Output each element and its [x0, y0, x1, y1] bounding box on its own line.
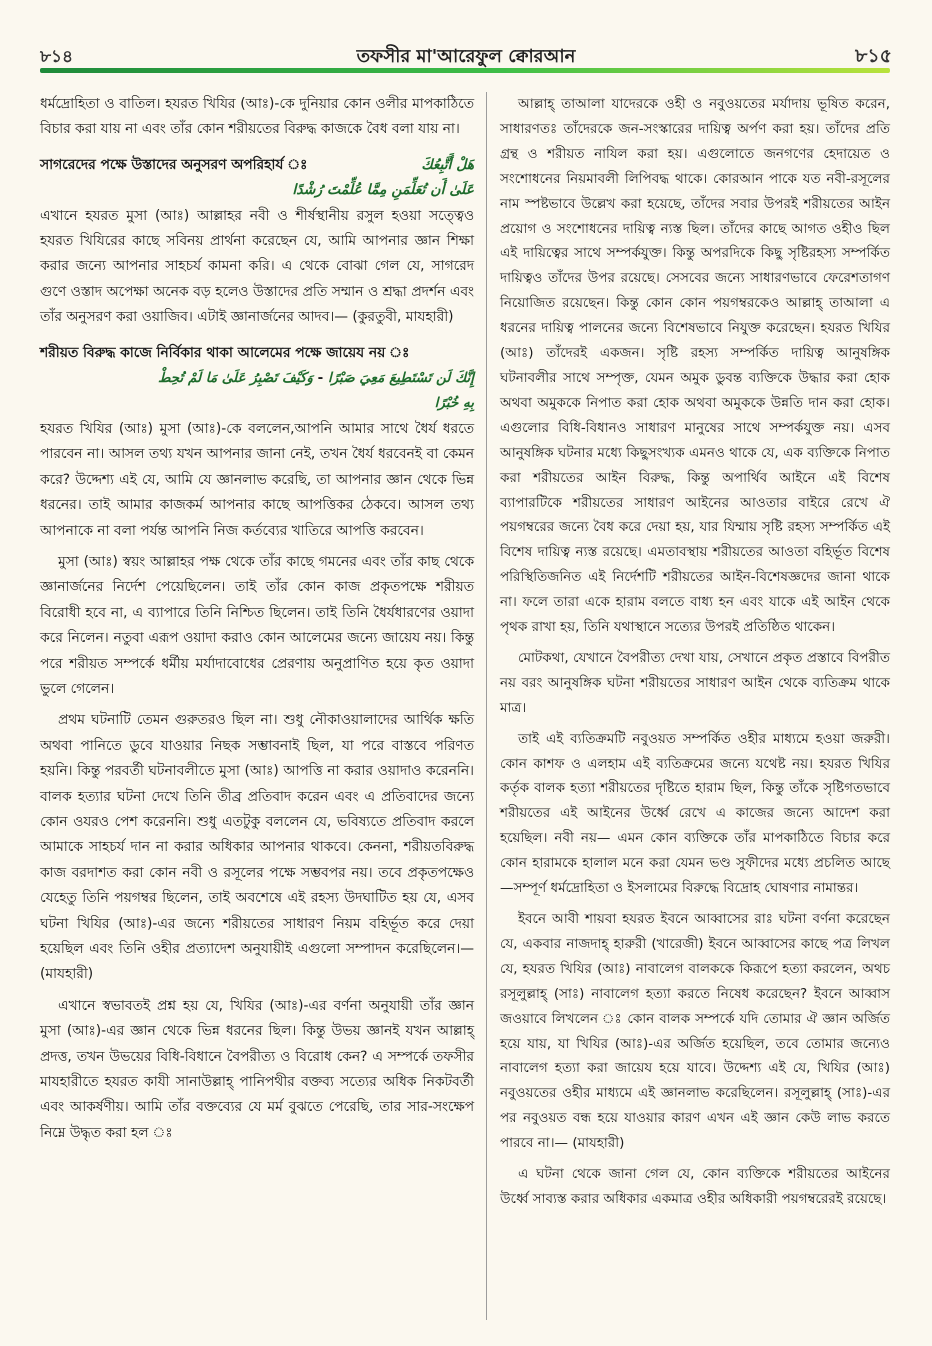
header-rule-left [40, 68, 514, 73]
arabic-verse: وَكَيْفَ تَصْبِرُ عَلَىٰ مَا لَمْ تُحِطْ [157, 370, 313, 387]
paragraph: ইবনে আবী শায়বা হযরত ইবনে আব্বাসের রাঃ ঘটনা বর্ণনা করেছেন যে, একবার নাজদাহ্ হারুরী (খারেজী) ইবনে আব্বাসের কাছে পত্র লিখল যে, হযরত খিযির (আঃ) নাবালেগ বালককে কিরূপে হত্যা করলেন, অথচ রসূলুল্লাহ্ (সাঃ) নাবালেগ হত্যা করতে নিষেধ করেছেন? ইবনে আব্বাস জওয়াবে লিখলেন ঃ কোন বালক সম্পর্কে যদি তোমার ঐ জ্ঞান অর্জিত হয়ে যায়, যা খিযির (আঃ)-এর অর্জিত হয়েছিল, তবে তোমার জন্যেও নাবালেগ হত্যা করা জায়েয হয়ে যাবে। উদ্দেশ্য এই যে, খিযির (আঃ) নবুওয়তের ওহীর মাধ্যমে এই জ্ঞানলাভ করেছিলেন। রসূলুল্লাহ্ (সাঃ)-এর পর নবুওয়ত বন্ধ হয়ে যাওয়ার কারণ এখন এই জ্ঞান কেউ লাভ করতে পারবে না।— (মাযহারী) [500, 911, 890, 1152]
paragraph: এখানে স্বভাবতই প্রশ্ন হয় যে, খিযির (আঃ)-এর বর্ণনা অনুযায়ী তাঁর জ্ঞান মুসা (আঃ)-এর জ্ঞান থেকে ভিন্ন ধরনের ছিল। কিন্তু উভয় জ্ঞানই যখন আল্লাহ্ প্রদত্ত, তখন উভয়ের বিধি-বিধানে বৈপরীত্য ও বিরোধ কেন? এ সম্পর্কে তফসীর মাযহারীতে হযরত কাযী সানাউল্লাহ্ পানিপথীর বক্তব্য সত্যের অধিক নিকটবর্তী এবং আকর্ষণীয়। আমি তাঁর বক্তব্যের যে মর্ম বুঝতে পেরেছি, তার সার-সংক্ষেপ নিম্নে উদ্ধৃত করা হল ঃ [40, 997, 474, 1141]
paragraph: ধর্মদ্রোহিতা ও বাতিল। হযরত খিযির (আঃ)-কে দুনিয়ার কোন ওলীর মাপকাঠিতে বিচার করা যায় না এবং তাঁর কোন শরীয়তের বিরুদ্ধ কাজকে বৈধ বলা যায় না। [40, 96, 474, 138]
paragraph: এ ঘটনা থেকে জানা গেল যে, কোন ব্যক্তিকে শরীয়তের আইনের উর্ধ্বে সাব্যস্ত করার অধিকার একমাত্র ওহীর অধিকারী পয়গম্বরেরই রয়েছে। [500, 1166, 890, 1207]
arabic-verse: عَلَىٰ أَن تُعَلِّمَنِ مِمَّا عُلِّمْتَ رُشْدًا [292, 182, 474, 199]
arabic-verse: بِهِ خُبْرًا [434, 395, 474, 412]
page-number-left: ৮১৪ [40, 47, 74, 67]
left-column [40, 92, 474, 1152]
page-number-right: ৮১৫ [855, 45, 892, 67]
column-divider [486, 92, 487, 1320]
paragraph: হযরত খিযির (আঃ) মুসা (আঃ)-কে বললেন,আপনি আমার সাথে ধৈর্য ধরতে পারবেন না। আসল তথ্য যখন আপনার জানা নেই, তখন ধৈর্য ধরবেনই বা কেমন করে? উদ্দেশ্য এই যে, আমি যে জ্ঞানলাভ করেছি, তা আপনার জ্ঞান থেকে ভিন্ন ধরনের। তাই আমার কাজকর্ম আপনার কাছে আপত্তিকর ঠেকবে। আসল তথ্য আপনাকে না বলা পর্যন্ত আপনি নিজ কর্তব্যের খাতিরে আপত্তি করবেন। [40, 420, 474, 539]
heading-text: সাগরেদের পক্ষে উস্তাদের অনুসরণ অপরিহার্য ঃ [40, 156, 308, 173]
paragraph: এখানে হযরত মুসা (আঃ) আল্লাহর নবী ও শীর্ষস্থানীয় রসুল হওয়া সত্ত্বেও হযরত খিযিরের কাছে সবিনয় প্রার্থনা করেছেন যে, আমি আপনার জ্ঞান শিক্ষা করার জন্যে আপনার সাহচর্য কামনা করি। এ থেকে বোঝা গেল যে, সাগরেদ গুণে ওস্তাদ অপেক্ষা অনেক বড় হলেও উস্তাদের প্রতি সম্মান ও শ্রদ্ধা প্রদর্শন এবং তাঁর অনুসরণ করা ওয়াজিব। এটাই জ্ঞানার্জনের আদব।— (কুরতুবী, মাযহারী) [40, 207, 474, 326]
header-rule-right [506, 68, 890, 73]
right-column [500, 92, 890, 1218]
arabic-verse: هَلْ أَتَّبِعُكَ [421, 156, 474, 173]
paragraph: মোটকথা, যেখানে বৈপরীত্য দেখা যায়, সেখানে প্রকৃত প্রস্তাবে বিপরীত নয় বরং আনুষঙ্গিক ঘটনা শরীয়তের সাধারণ আইন থেকে ব্যতিক্রম থাকে মাত্র। [500, 649, 890, 716]
page-header [0, 0, 932, 78]
paragraph: তাই এই ব্যতিক্রমটি নবুওয়ত সম্পর্কিত ওহীর মাধ্যমে হওয়া জরুরী। কোন কাশফ ও এলহাম এই ব্যতিক্রমের জন্যে যথেষ্ট নয়। হযরত খিযির কর্তৃক বালক হত্যা শরীয়তের দৃষ্টিতে হারাম ছিল, কিন্তু তাঁকে সৃষ্টিগতভাবে শরীয়তের এই আইনের উর্ধ্বে রেখে এ কাজের জন্যে আদেশ করা হয়েছিল। নবী নয়— এমন কোন ব্যক্তিকে তাঁর মাপকাঠিতে বিচার করে কোন হারামকে হালাল মনে করা যেমন ভণ্ড সুফীদের মধ্যে প্রচলিত আছে—সম্পূর্ণ ধর্মদ্রোহিতা ও ইসলামের বিরুদ্ধে বিদ্রোহ ঘোষণার নামান্তর। [500, 730, 890, 897]
section-heading-student-obedience [40, 153, 474, 204]
paragraph: মুসা (আঃ) স্বয়ং আল্লাহর পক্ষ থেকে তাঁর কাছে গমনের এবং তাঁর কাছ থেকে জ্ঞানার্জনের নির্দেশ পেয়েছিলেন। তাই তাঁর কোন কাজ প্রকৃতপক্ষে শরীয়ত বিরোধী হবে না, এ ব্যাপারে তিনি নিশ্চিত ছিলেন। তাই তিনি ধৈর্যধারণের ওয়াদা করে নিলেন। নতুবা এরূপ ওয়াদা করাও কোন আলেমের জন্যে জায়েয নয়। কিন্তু পরে শরীয়ত সম্পর্কে ধর্মীয় মর্যাদাবোধের প্রেরণায় অনুপ্রাণিত হয়ে কৃত ওয়াদা ভুলে গেলেন। [40, 553, 474, 697]
heading-text: শরীয়ত বিরুদ্ধ কাজে নির্বিকার থাকা আলেমের পক্ষে জায়েয নয় ঃ [40, 344, 410, 361]
running-title: তফসীর মা'আরেফুল ক্বোরআন [356, 46, 576, 67]
paragraph: আল্লাহ্ তাআলা যাদেরকে ওহী ও নবুওয়তের মর্যাদায় ভূষিত করেন, সাধারণতঃ তাঁদেরকে জন-সংস্কারের দায়িত্ব অর্পণ করা হয়। তাঁদের প্রতি গ্রন্থ ও শরীয়ত নাযিল করা হয়। এগুলোতে জনগণের হেদায়েত ও সংশোধনের নিয়মাবলী লিপিবদ্ধ থাকে। কোরআন পাকে যত নবী-রসূলের নাম স্পষ্টভাবে উল্লেখ করা হয়েছে, তাঁদের সবার উপরই শরীয়তের আইন প্রয়োগ ও সংশোধনের দায়িত্ব ন্যস্ত ছিল। তাঁদের কাছে আগত ওহীও ছিল এই দায়িত্বের সাথে সম্পর্কযুক্ত। কিন্তু অপরদিকে কিছু সৃষ্টিরহস্য সম্পর্কিত দায়িত্বও তাঁদের উপর রয়েছে। সেসবের জন্যে সাধারণভাবে ফেরেশতাগণ নিয়োজিত রয়েছেন। কিন্তু কোন কোন পয়গম্বরকেও আল্লাহ্ তাআলা এ ধরনের দায়িত্ব পালনের জন্যে বিশেষভাবে নিযুক্ত করেছেন। হযরত খিযির (আঃ) তাঁদেরই একজন। সৃষ্টি রহস্য সম্পর্কিত দায়িত্ব আনুষঙ্গিক ঘটনাবলীর সাথে সম্পৃক্ত, যেমন অমুক ডুবন্ত ব্যক্তিকে উদ্ধার করা হোক অথবা অমুককে নিপাত করা হোক অথবা অমুককে উন্নতি দান করা হোক। এগুলোর বিধি-বিধানও সাধারণ মানুষের সাথে সম্পর্কযুক্ত নয়। এসব আনুষঙ্গিক ঘটনার মধ্যে কিছুসংখ্যক এমনও থাকে যে, এক ব্যক্তিকে নিপাত করা শরীয়তের আইন বিরুদ্ধ, কিন্তু অপার্থিব আইনে এই বিশেষ ব্যাপারটিকে শরীয়তের সাধারণ আইনের আওতার বাইরে রেখে ঐ পয়গম্বরের জন্যে বৈধ করে দেয়া হয়, যার যিম্মায় সৃষ্টি রহস্য সম্পর্কিত এই বিশেষ দায়িত্ব ন্যস্ত রয়েছে। এমতাবস্থায় শরীয়তের আওতা বহির্ভূত বিশেষ পরিস্থিতিজনিত এই নির্দেশটি শরীয়তের আইন-বিশেষজ্ঞদের জানা থাকে না। ফলে তারা একে হারাম বলতে বাধ্য হন এবং যাকে এই আইন থেকে পৃথক রাখা হয়, তিনি যথাস্থানে সত্যের উপরই প্রতিষ্ঠিত থাকেন। [500, 96, 890, 636]
paragraph: প্রথম ঘটনাটি তেমন গুরুতরও ছিল না। শুধু নৌকাওয়ালাদের আর্থিক ক্ষতি অথবা পানিতে ডুবে যাওয়ার নিছক সম্ভাবনাই ছিল, যা পরে বাস্তবে পরিণত হয়নি। কিন্তু পরবর্তী ঘটনাবলীতে মুসা (আঃ) আপত্তি না করার ওয়াদাও করেননি। বালক হত্যার ঘটনা দেখে তিনি তীব্র প্রতিবাদ করেন এবং এ প্রতিবাদের জন্যে কোন ওযরও পেশ করেননি। শুধু এতটুকু বললেন যে, ভবিষ্যতে প্রতিবাদ করলে আমাকে সাহচর্য দান না করার অধিকার আপনার থাকবে। কেননা, শরীয়তবিরুদ্ধ কাজ বরদাশত করা কোন নবী ও রসূলের পক্ষে সম্ভবপর নয়। তবে প্রকৃতপক্ষেও যেহেতু তিনি পয়গম্বর ছিলেন, তাই অবশেষে এই রহস্য উদঘাটিত হয় যে, এসব ঘটনা খিযির (আঃ)-এর জন্যে শরীয়তের সাধারণ নিয়ম বহির্ভূত করে দেয়া হয়েছিল এবং তিনি ওহীর প্রত্যাদেশ অনুযায়ীই এগুলো সম্পাদন করেছিলেন।— (মাযহারী) [40, 712, 474, 983]
arabic-verse: إِنَّكَ لَن تَسْتَطِيعَ مَعِيَ صَبْرًا [327, 370, 474, 387]
arabic-separator: - [317, 370, 324, 387]
section-heading-scholar-duty [40, 341, 474, 417]
